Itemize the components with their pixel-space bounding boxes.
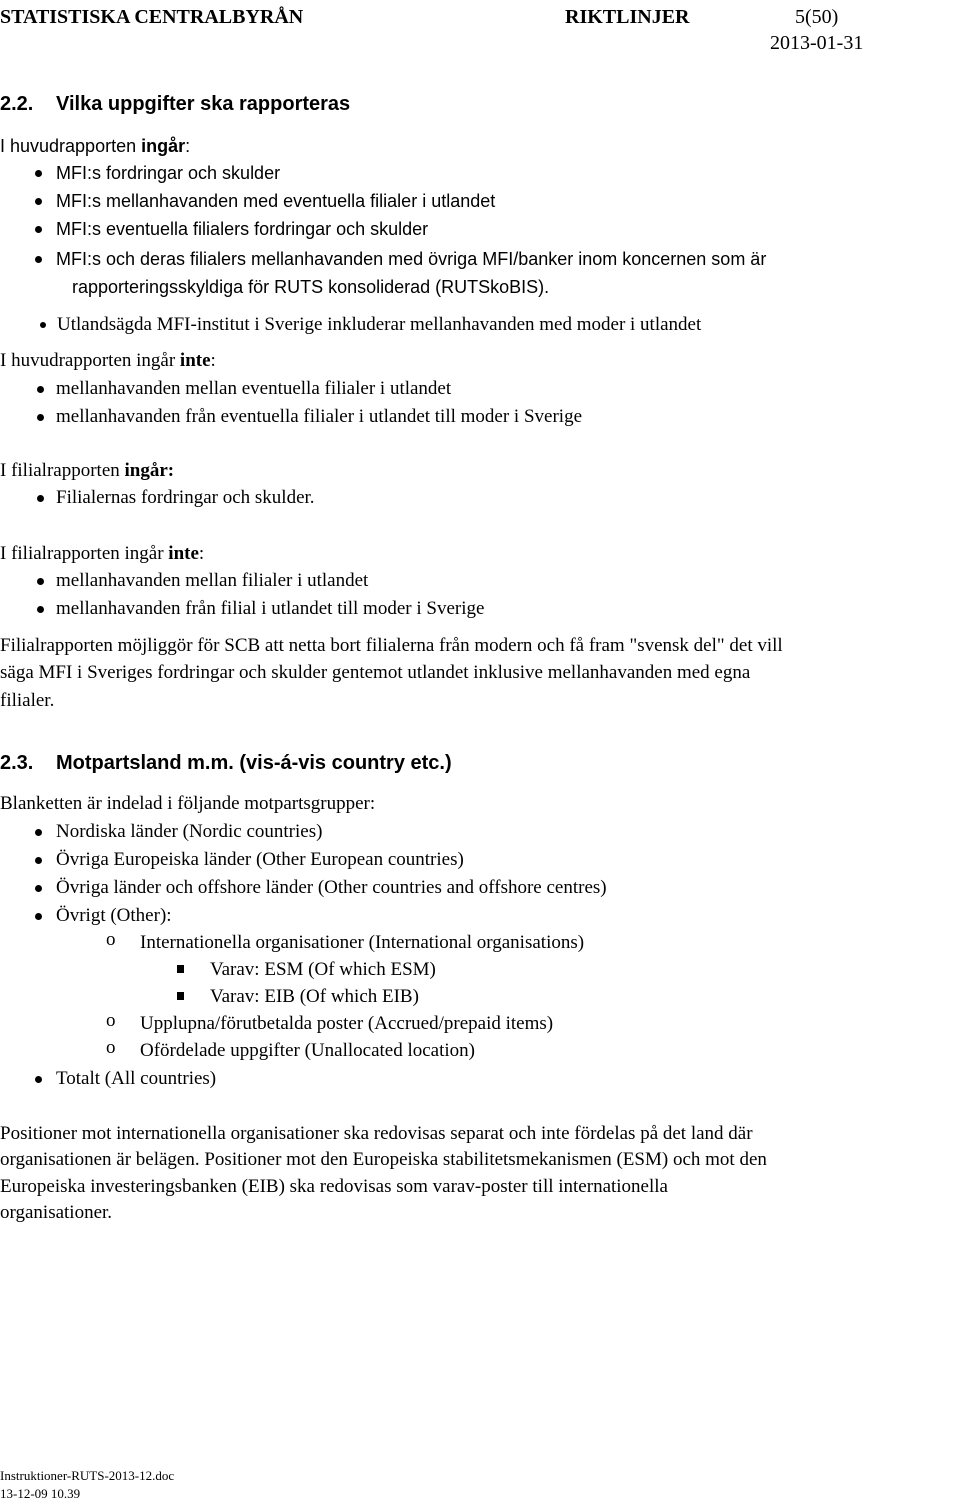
sub-list-item: Internationella organisationer (International organisations)	[140, 932, 585, 953]
bullet-icon	[37, 606, 44, 613]
sub-sub-list-item: Varav: EIB (Of which EIB)	[210, 986, 419, 1007]
section-2-2-title: Vilka uppgifter ska rapporteras	[56, 93, 351, 115]
section-2-3-number: 2.3.	[0, 752, 34, 774]
list-item: Övriga Europeiska länder (Other European countries)	[56, 849, 464, 870]
main-excludes-intro: I huvudrapporten ingår inte:	[0, 350, 216, 371]
header-org: STATISTISKA CENTRALBYRÅN	[0, 6, 304, 28]
paragraph-line: Positioner mot internationella organisationer ska redovisas separat och inte fördelas på det land där	[0, 1123, 753, 1144]
square-bullet-icon	[177, 965, 184, 973]
list-item: Filialernas fordringar och skulder.	[56, 487, 315, 508]
list-item: Övriga länder och offshore länder (Other countries and offshore centres)	[56, 877, 607, 898]
bullet-icon	[35, 1076, 42, 1083]
list-item: MFI:s fordringar och skulder	[56, 163, 281, 183]
bullet-icon	[40, 322, 46, 328]
list-item: MFI:s och deras filialers mellanhavanden med övriga MFI/banker inom koncernen som är	[56, 249, 767, 269]
list-item: Nordiska länder (Nordic countries)	[56, 821, 323, 842]
bullet-icon	[35, 198, 42, 205]
sub-sub-list-item: Varav: ESM (Of which ESM)	[210, 959, 436, 980]
square-bullet-icon	[177, 992, 184, 1000]
branch-excludes-intro: I filialrapporten ingår inte:	[0, 543, 205, 564]
bullet-icon	[35, 913, 42, 920]
list-item: mellanhavanden mellan filialer i utlandet	[56, 570, 369, 591]
list-item-continuation: rapporteringsskyldiga för RUTS konsoliderad (RUTSkoBIS).	[72, 277, 550, 297]
paragraph-line: Europeiska investeringsbanken (EIB) ska redovisas som varav-poster till internationella	[0, 1176, 668, 1197]
paragraph-line: säga MFI i Sveriges fordringar och skulder gentemot utlandet inklusive mellanhavanden med egna	[0, 662, 751, 683]
list-item: mellanhavanden från eventuella filialer i utlandet till moder i Sverige	[56, 406, 582, 427]
branch-includes-intro: I filialrapporten ingår:	[0, 460, 175, 481]
paragraph-line: organisationen är belägen. Positioner mot den Europeiska stabilitetsmekanismen (ESM) och mot den	[0, 1149, 767, 1170]
bullet-icon	[35, 857, 42, 864]
bullet-icon	[35, 885, 42, 892]
section-2-3-title: Motpartsland m.m. (vis-á-vis country etc.)	[56, 752, 452, 774]
header-page-number: 5(50)	[795, 6, 839, 28]
bullet-icon	[35, 170, 42, 177]
footer-timestamp: 13-12-09 10.39	[0, 1486, 81, 1501]
paragraph-line: organisationer.	[0, 1202, 113, 1223]
list-item: mellanhavanden mellan eventuella filialer i utlandet	[56, 378, 452, 399]
list-item: MFI:s mellanhavanden med eventuella filialer i utlandet	[56, 191, 496, 211]
list-item: mellanhavanden från filial i utlandet till moder i Sverige	[56, 598, 485, 619]
list-item: MFI:s eventuella filialers fordringar och skulder	[56, 219, 429, 239]
header-doc-type: RIKTLINJER	[565, 6, 690, 28]
sub-bullet-marker: o	[106, 929, 116, 950]
bullet-icon	[37, 578, 44, 585]
groups-intro: Blanketten är indelad i följande motpartsgrupper:	[0, 793, 376, 814]
list-item: Totalt (All countries)	[56, 1068, 217, 1089]
bullet-icon	[35, 256, 42, 263]
footer-filename: Instruktioner-RUTS-2013-12.doc	[0, 1468, 175, 1483]
bullet-icon	[37, 495, 44, 502]
bullet-icon	[37, 414, 44, 421]
bullet-icon	[35, 829, 42, 836]
paragraph-line: Filialrapporten möjliggör för SCB att netta bort filialerna från modern och få fram "svensk del" det vill	[0, 635, 783, 656]
list-item: Utlandsägda MFI-institut i Sverige inkluderar mellanhavanden med moder i utlandet	[57, 314, 702, 335]
bullet-icon	[37, 386, 44, 393]
sub-list-item: Upplupna/förutbetalda poster (Accrued/prepaid items)	[140, 1013, 554, 1034]
paragraph-line: filialer.	[0, 690, 55, 711]
main-includes-intro: I huvudrapporten ingår:	[0, 136, 191, 156]
sub-list-item: Ofördelade uppgifter (Unallocated location)	[140, 1040, 475, 1061]
bullet-icon	[35, 226, 42, 233]
header-date: 2013-01-31	[770, 32, 864, 54]
sub-bullet-marker: o	[106, 1010, 116, 1031]
list-item: Övrigt (Other):	[56, 905, 172, 926]
sub-bullet-marker: o	[106, 1037, 116, 1058]
section-2-2-number: 2.2.	[0, 93, 34, 115]
